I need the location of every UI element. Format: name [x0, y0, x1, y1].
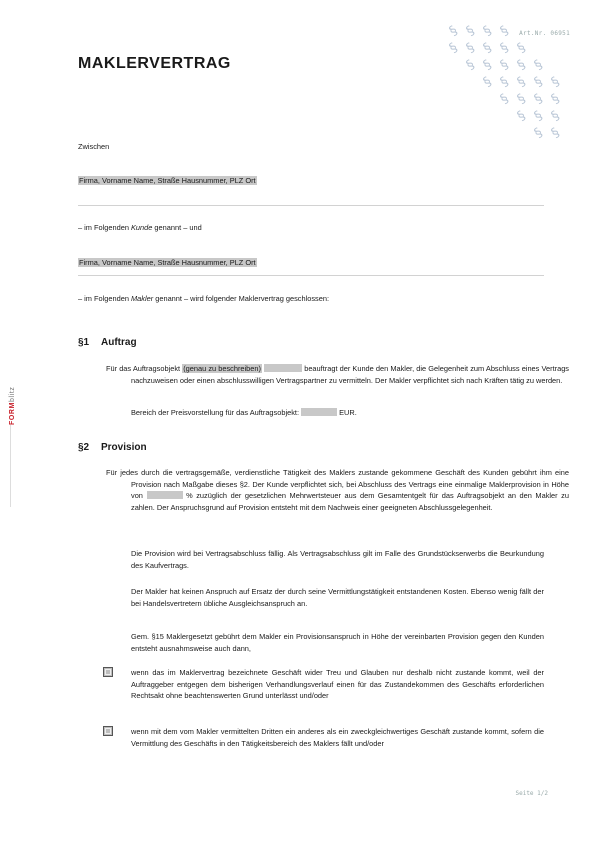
object-description-hint: (genau zu beschreiben): [183, 364, 261, 373]
makler-fields[interactable]: [78, 257, 257, 268]
watermark-glyph: §: [548, 74, 563, 91]
article-number: Art.Nr. 06951: [519, 30, 570, 37]
watermark-glyph: §: [480, 40, 495, 57]
logo-form: FORM: [9, 401, 16, 425]
watermark-glyph: §: [514, 40, 529, 57]
watermark-glyph: §: [480, 57, 495, 74]
watermark-glyph: §: [531, 91, 546, 108]
watermark-glyph: §: [514, 91, 529, 108]
price-range-line: Bereich der Preisvorstellung für das Auftragsobjekt: EUR.: [131, 408, 357, 417]
watermark-glyph: §: [463, 40, 478, 57]
option-1-text: wenn das im Maklervertrag bezeichnete Geschäft wider Treu und Glauben nur deshalb nicht zustande kommt, weil der Auftraggeber entgegen dem bisherigen Verhandlungsverlauf einen für das Zustandekommen des Geschäfts erforderlichen Rechtsakt ohne beachtenswerten Grund unterlässt und/oder: [131, 668, 544, 700]
section-2-heading: §2 Provision: [78, 442, 147, 453]
watermark-glyph: §: [531, 57, 546, 74]
kunde-fields[interactable]: [78, 175, 257, 186]
watermark-glyph: §: [480, 23, 495, 40]
watermark-glyph: §: [497, 74, 512, 91]
option-1-checkbox[interactable]: [103, 667, 113, 677]
makler-line: [78, 275, 544, 276]
watermark-glyph: §: [531, 74, 546, 91]
page-number: Seite 1/2: [515, 790, 548, 797]
kunde-line: [78, 205, 544, 206]
watermark-glyph: §: [480, 74, 495, 91]
watermark-glyph: §: [497, 40, 512, 57]
object-field[interactable]: [264, 364, 302, 372]
section-2-paragraph-3: Der Makler hat keinen Anspruch auf Ersatz der durch seine Vermittlungstätigkeit entstandenen Kosten. Ebenso wenig fällt der bei Handelsvertretern übliche Ausgleichsanspruch an.: [131, 587, 544, 608]
watermark-glyph: §: [446, 23, 461, 40]
watermark-glyph: §: [531, 108, 546, 125]
makler-fields-text: Firma, Vorname Name, Straße Hausnummer, PLZ Ort: [79, 258, 256, 267]
watermark-glyph: §: [497, 23, 512, 40]
watermark-glyph: §: [548, 125, 563, 142]
watermark-glyph: §: [497, 91, 512, 108]
kunde-fields-text: Firma, Vorname Name, Straße Hausnummer, PLZ Ort: [79, 176, 256, 185]
watermark-glyph: §: [531, 125, 546, 142]
makler-role-line: – im Folgenden Makler genannt – wird folgender Maklervertrag geschlossen:: [78, 294, 330, 303]
section-2-paragraph-2: Die Provision wird bei Vertragsabschluss fällig. Als Vertragsabschluss gilt im Falle des Grundstückserwerbs die Beurkundung des Kaufvertrags.: [131, 549, 544, 570]
commission-percent-field[interactable]: [147, 491, 183, 499]
watermark-glyph: §: [514, 57, 529, 74]
watermark-glyph: §: [463, 57, 478, 74]
option-2-checkbox[interactable]: [103, 726, 113, 736]
formblitz-logo: [9, 387, 16, 425]
section-2-paragraph-4: Gem. §15 Maklergesetzt gebührt dem Makler ein Provisionsanspruch in Höhe der vereinbarten Provision gegen den Kunden entsteht ausnahmsweise auch dann,: [131, 632, 544, 653]
watermark-glyph: §: [497, 57, 512, 74]
section-1-paragraph: Für das Auftragsobjekt (genau zu beschreiben) beauftragt der Kunde den Makler, die Gelegenheit zum Abschluss eines Vertrags nachzuweisen oder einen abschlusswilligen Vertragspartner zu vermitteln. Der Makler verpflichtet sich nach Kräften tätig zu werden.: [106, 364, 569, 385]
watermark-glyph: §: [548, 91, 563, 108]
option-2-text: wenn mit dem vom Makler vermittelten Dritten ein anderes als ein zweckgleichwertiges Geschäft zustande kommt, sofern die Vermittlung des Geschäfts in den Tätigkeitsbereich des Maklers fällt und/oder: [131, 727, 544, 748]
section-1-heading: §1 Auftrag: [78, 337, 137, 348]
section-2-paragraph-1: Für jedes durch die vertragsgemäße, verdienstliche Tätigkeit des Maklers zustande gekommene Geschäft des Kunden gebührt ihm eine Provision nach Maßgabe dieses §2. Der Kunde verpflichtet sich, bei Abschluss des Vertrags eine einmalige Maklerprovision in Höhe von % zuzüglich der gesetzlichen Mehrwertsteuer aus dem Gesamtentgelt für das Auftragsobjekt an den Makler zu zahlen. Der Anspruchsgrund auf Provision entsteht mit dem Nachweis einer geeigneten Abschlussgelegenheit.: [106, 468, 569, 512]
side-divider: [10, 425, 11, 507]
watermark-glyph: §: [514, 74, 529, 91]
watermark-glyph: §: [548, 108, 563, 125]
watermark-glyph: §: [446, 40, 461, 57]
kunde-role-line: – im Folgenden Kunde genannt – und: [78, 223, 202, 232]
document-title: MAKLERVERTRAG: [78, 55, 231, 72]
between-label: Zwischen: [78, 142, 110, 151]
logo-blitz: blitz: [9, 386, 16, 402]
watermark-glyph: §: [514, 108, 529, 125]
watermark-glyph: §: [463, 23, 478, 40]
paragraph-watermark-logo: [445, 22, 575, 152]
price-field[interactable]: [301, 408, 337, 416]
